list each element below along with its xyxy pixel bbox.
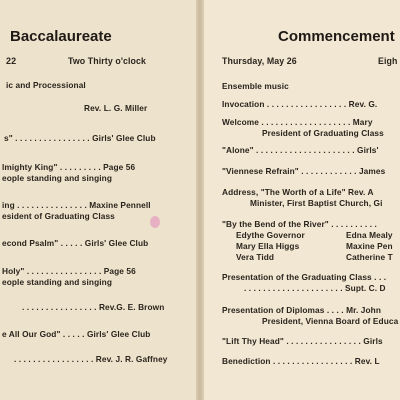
program-line: s" . . . . . . . . . . . . . . . . Girls' Glee Club — [4, 133, 156, 143]
program-line: . . . . . . . . . . . . . . . . Rev.G. E. Brown — [22, 302, 165, 312]
program-line: Holy" . . . . . . . . . . . . . . . . Page 56 — [2, 266, 136, 276]
center-fold — [196, 0, 204, 400]
program-line: Minister, First Baptist Church, Gi — [250, 198, 383, 208]
program-line: . . . . . . . . . . . . . . . . . Rev. J. R. Gaffney — [14, 354, 168, 364]
program-line: President of Graduating Class — [262, 128, 384, 138]
performer-name: Edythe Governor — [236, 230, 305, 240]
program-line: "By the Bend of the River" . . . . . . . . . . — [222, 219, 377, 229]
commencement-date: Thursday, May 26 — [222, 56, 297, 66]
program-line: Ensemble music — [222, 81, 289, 91]
performer-name: Edna Mealy — [346, 230, 393, 240]
program-line: eople standing and singing — [2, 173, 113, 183]
pink-stain — [150, 216, 160, 228]
program-line: ic and Processional — [6, 80, 86, 90]
program-line: Presentation of Diplomas . . . . Mr. John — [222, 305, 381, 315]
program-line: econd Psalm" . . . . . Girls' Glee Club — [2, 238, 149, 248]
performer-name: Maxine Pen — [346, 241, 393, 251]
program-line: eople standing and singing — [2, 277, 113, 287]
baccalaureate-date: 22 — [6, 56, 17, 66]
program-line: Benediction . . . . . . . . . . . . . . . . . Rev. L — [222, 356, 380, 366]
baccalaureate-title: Baccalaureate — [10, 28, 112, 45]
program-line: "Lift Thy Head" . . . . . . . . . . . . . . . . Girls — [222, 336, 383, 346]
program-line: Invocation . . . . . . . . . . . . . . . . . Rev. G. — [222, 99, 378, 109]
program-line: ing . . . . . . . . . . . . . . . Maxine Pennell — [2, 200, 151, 210]
program-line: "Viennese Refrain" . . . . . . . . . . . . James — [222, 166, 386, 176]
program-line: Rev. L. G. Miller — [84, 103, 148, 113]
program-line: lmighty King" . . . . . . . . . Page 56 — [2, 162, 136, 172]
commencement-time: Eigh — [378, 56, 398, 66]
program-line: "Alone" . . . . . . . . . . . . . . . . . . . . . Girls' — [222, 145, 379, 155]
program-line: Address, "The Worth of a Life" Rev. A — [222, 187, 374, 197]
performer-name: Catherine T — [346, 252, 393, 262]
program-line: esident of Graduating Class — [2, 211, 115, 221]
program-line: . . . . . . . . . . . . . . . . . . . . . Supt. C. D — [244, 283, 386, 293]
performer-name: Mary Ella Higgs — [236, 241, 300, 251]
program-line: e All Our God" . . . . . Girls' Glee Club — [2, 329, 151, 339]
program-line: Presentation of the Graduating Class . . . — [222, 272, 387, 282]
program-line: President, Vienna Board of Educa — [262, 316, 399, 326]
baccalaureate-time: Two Thirty o'clock — [68, 56, 147, 66]
commencement-page — [204, 0, 400, 400]
baccalaureate-page — [0, 0, 196, 400]
commencement-title: Commencement — [278, 28, 395, 45]
performer-name: Vera Tidd — [236, 252, 275, 262]
program-line: Welcome . . . . . . . . . . . . . . . . . . . Mary — [222, 117, 373, 127]
